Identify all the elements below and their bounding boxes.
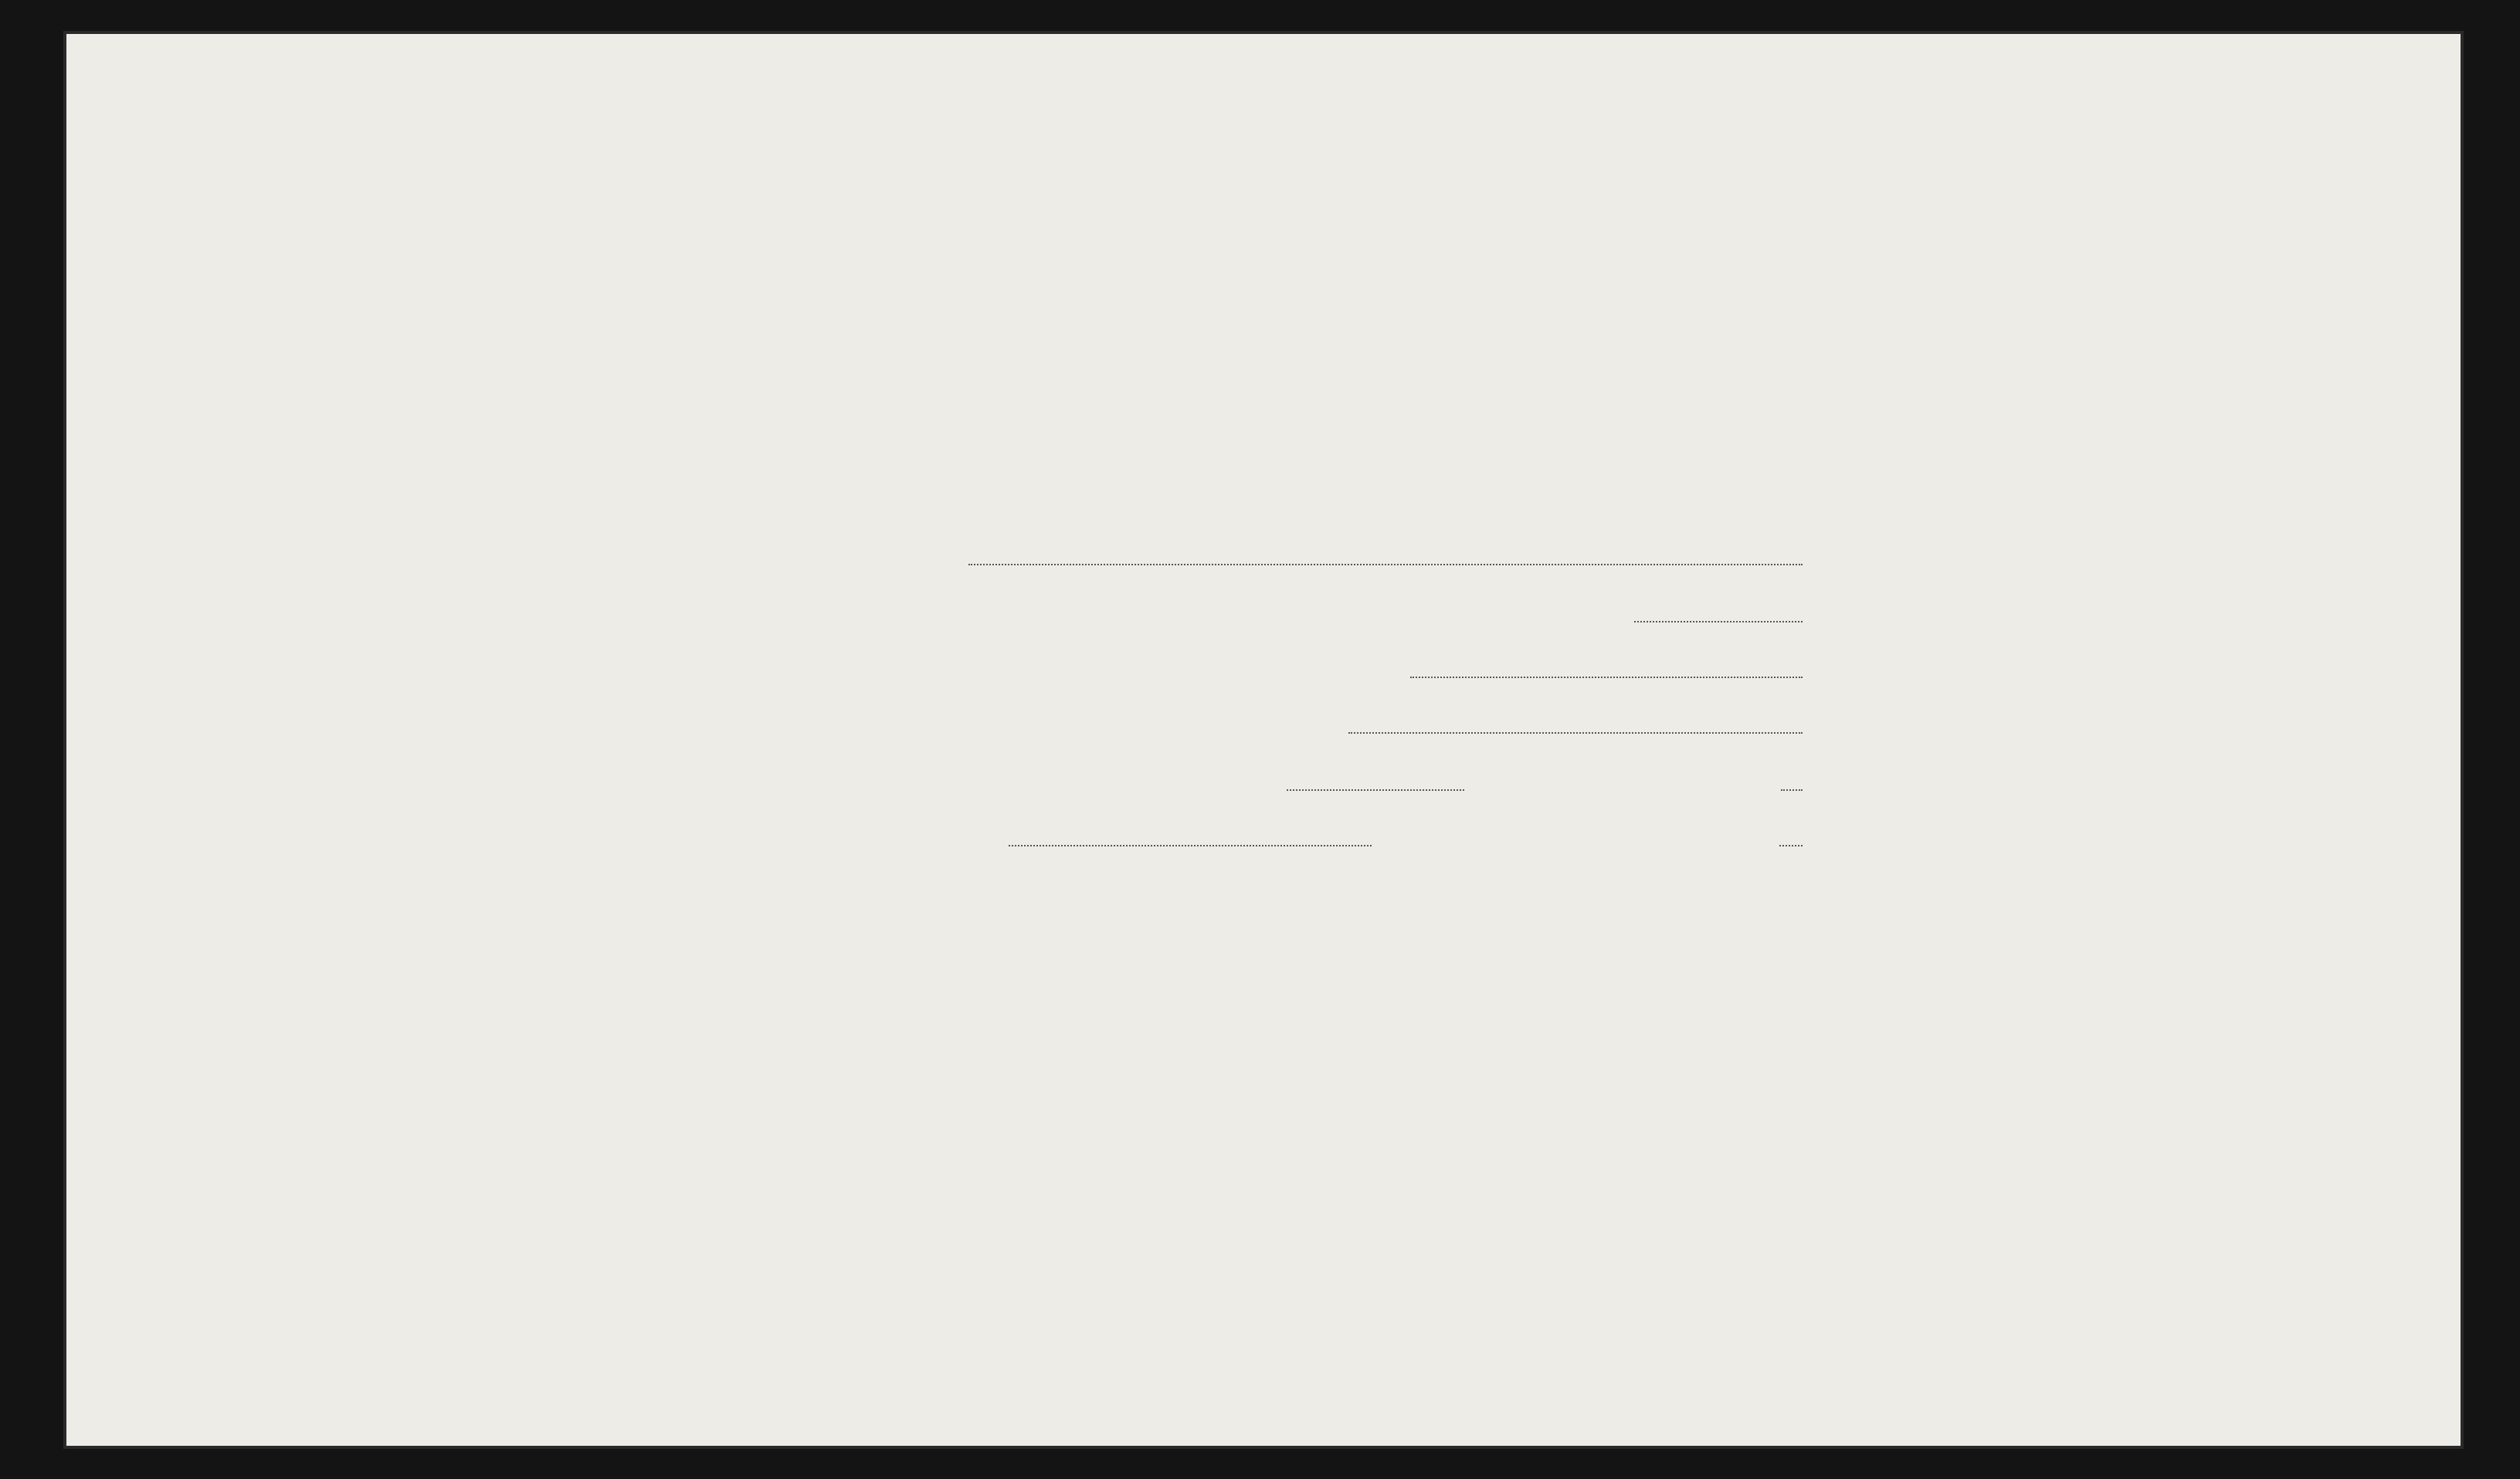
fill-line-market[interactable] (1009, 845, 1372, 846)
fill-line-owner[interactable] (968, 564, 1803, 565)
fill-line-other-land[interactable] (1634, 621, 1803, 622)
fill-line-village-distance[interactable] (1781, 789, 1803, 791)
fill-line-village[interactable] (1287, 789, 1464, 791)
middle-section (66, 405, 2461, 930)
census-card (63, 31, 2464, 1449)
fill-line-market-distance[interactable] (1779, 845, 1803, 846)
top-crops-table (66, 34, 2461, 405)
fill-line-farming[interactable] (1348, 732, 1803, 734)
fill-line-land-type[interactable] (1410, 677, 1803, 678)
lease-table (66, 930, 2461, 1452)
